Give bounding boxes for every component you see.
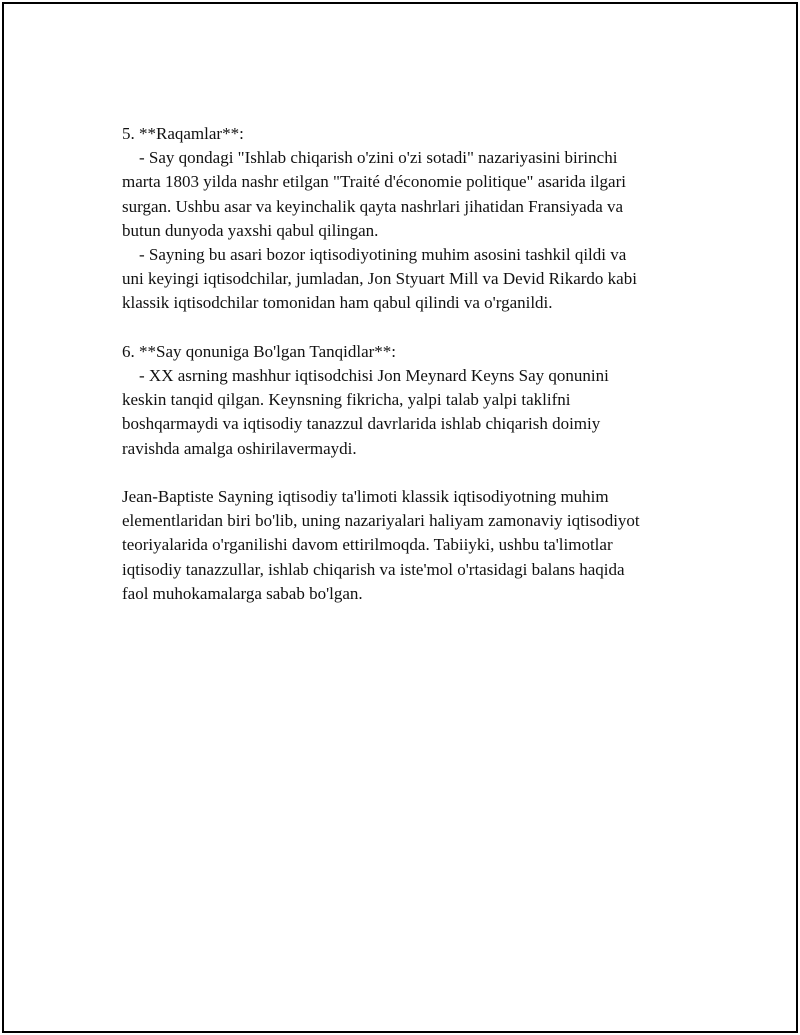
text-line: - XX asrning mashhur iqtisodchisi Jon Meynard Keyns Say qonunini (122, 366, 609, 386)
text-line: butun dunyoda yaxshi qabul qilingan. (122, 220, 379, 240)
text-line: - Sayning bu asari bozor iqtisodiyotining muhim asosini tashkil qildi va (122, 245, 627, 265)
text-line: - Say qondagi "Ishlab chiqarish o'zini o'zi sotadi" nazariyasini birinchi (122, 148, 618, 168)
text-line: elementlaridan biri bo'lib, uning nazariyalari haliyam zamonaviy iqtisodiyot (122, 511, 640, 531)
text-line: keskin tanqid qilgan. Keynsning fikricha, yalpi talab yalpi taklifni (122, 390, 571, 410)
text-line: Jean-Baptiste Sayning iqtisodiy ta'limoti klassik iqtisodiyotning muhim (122, 487, 609, 507)
text-line: faol muhokamalarga sabab bo'lgan. (122, 583, 363, 603)
text-line: iqtisodiy tanazzullar, ishlab chiqarish va iste'mol o'rtasidagi balans haqida (122, 559, 625, 579)
text-line: klassik iqtisodchilar tomonidan ham qabul qilindi va o'rganildi. (122, 293, 553, 313)
document-body (122, 122, 712, 630)
page-border (2, 2, 798, 1033)
section-raqamlar (122, 122, 712, 316)
section-heading: 6. **Say qonuniga Bo'lgan Tanqidlar**: (122, 341, 397, 361)
text-line: ravishda amalga oshirilavermaydi. (122, 438, 357, 458)
text-line: surgan. Ushbu asar va keyinchalik qayta nashrlari jihatidan Fransiyada va (122, 196, 624, 216)
text-line: boshqarmaydi va iqtisodiy tanazzul davrlarida ishlab chiqarish doimiy (122, 414, 601, 434)
text-line: teoriyalarida o'rganilishi davom ettirilmoqda. Tabiiyki, ushbu ta'limotlar (122, 535, 613, 555)
section-tanqidlar (122, 340, 712, 461)
text-line: uni keyingi iqtisodchilar, jumladan, Jon Styuart Mill va Devid Rikardo kabi (122, 269, 637, 289)
conclusion-paragraph (122, 485, 712, 606)
section-heading: 5. **Raqamlar**: (122, 124, 244, 143)
text-line: marta 1803 yilda nashr etilgan "Traité d'économie politique" asarida ilgari (122, 172, 626, 192)
